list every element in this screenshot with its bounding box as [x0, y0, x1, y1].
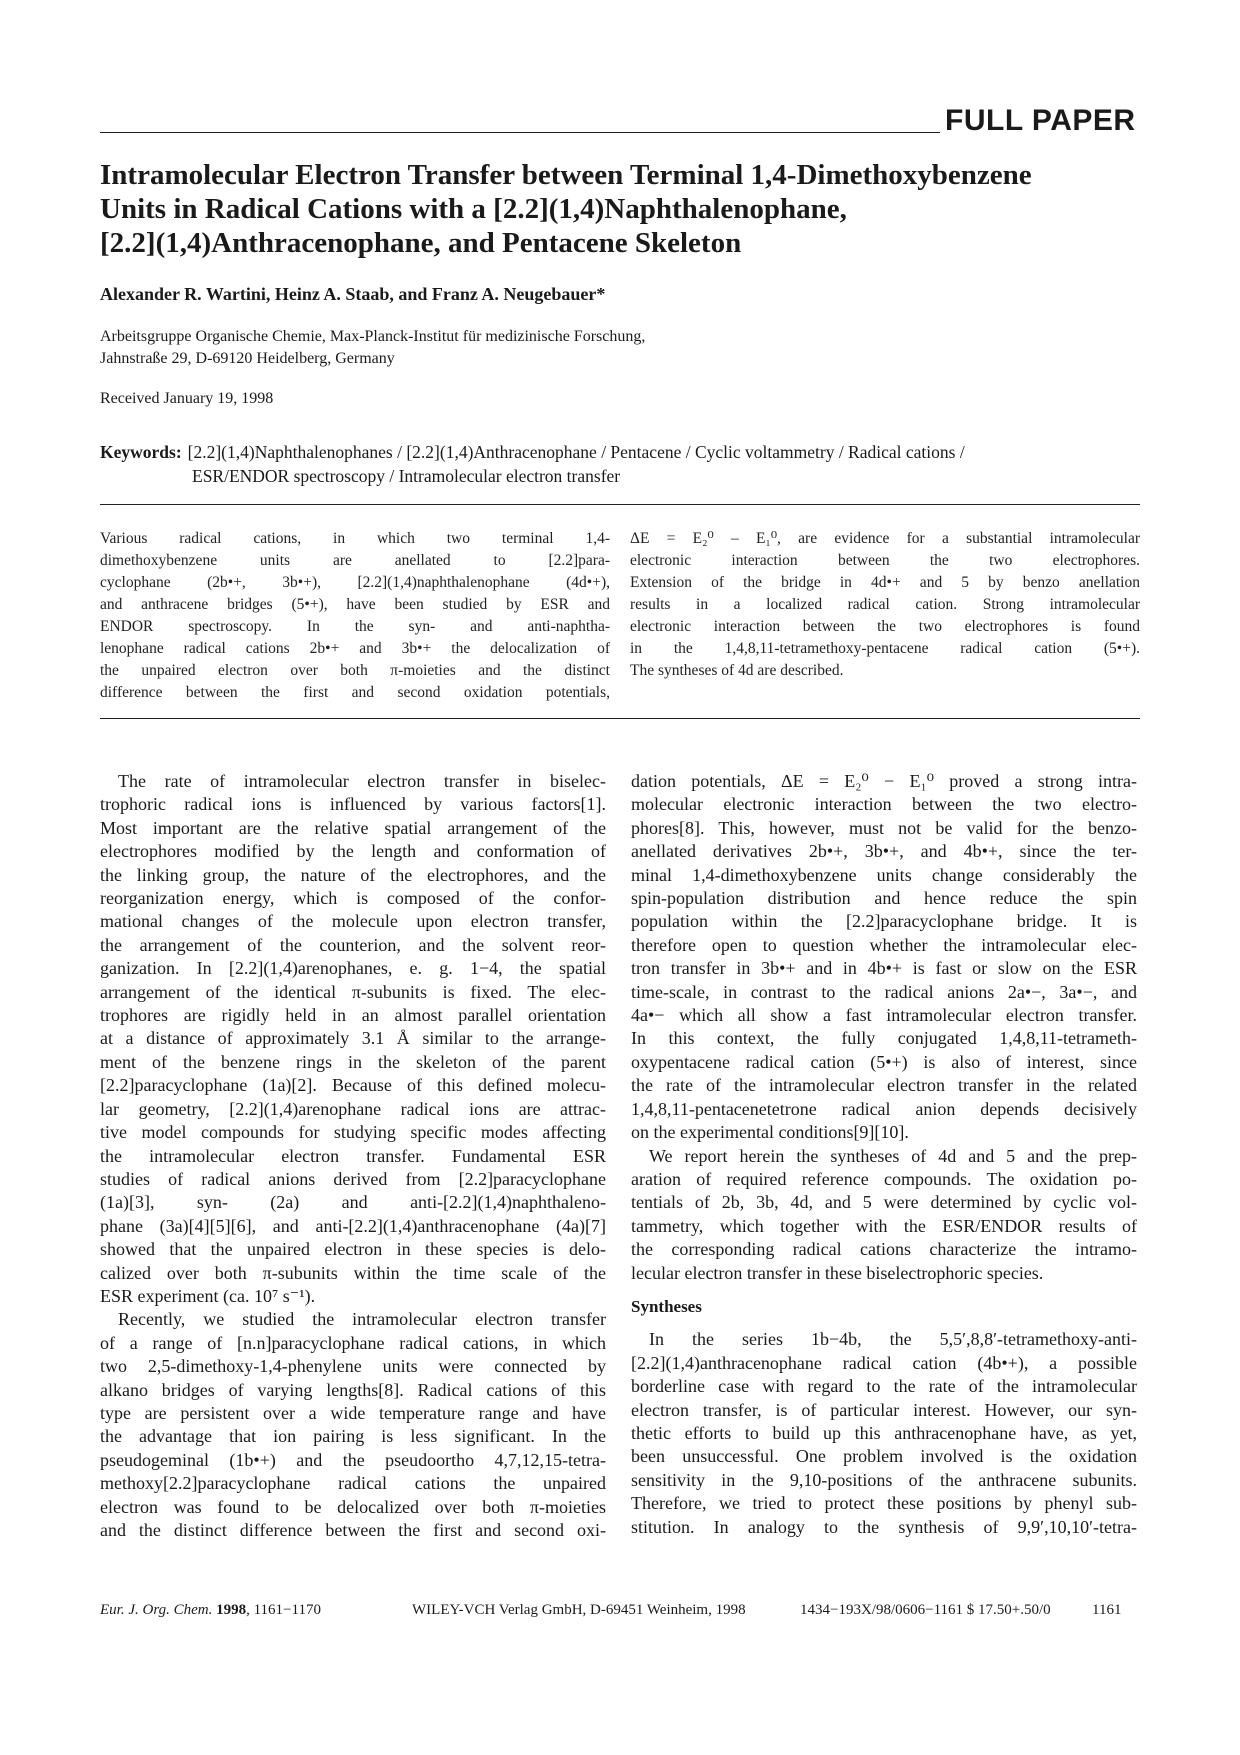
affiliation-line: Arbeitsgruppe Organische Chemie, Max-Planck-Institut für medizinische Forschung,: [100, 328, 646, 345]
journal-pages: , 1161−1170: [246, 1602, 321, 1618]
body-line: borderline case with regard to the rate of the intramolecular: [631, 1376, 1137, 1397]
abstract-line: difference between the first and second oxidation potentials,: [100, 684, 610, 701]
journal-year: 1998: [216, 1602, 247, 1618]
body-line: [2.2]paracyclophane (1a)[2]. Because of this defined molecu-: [100, 1075, 606, 1096]
rule-below-abstract: [100, 718, 1140, 719]
body-line: of a range of [n.n]paracyclophane radical cations, in which: [100, 1332, 606, 1353]
keywords-label: Keywords:: [100, 442, 182, 462]
body-line: lecular electron transfer in these biselectrophoric species.: [631, 1262, 1044, 1283]
affiliation-line: Jahnstraße 29, D-69120 Heidelberg, Germany: [100, 350, 395, 367]
body-line: population within the [2.2]paracyclophane bridge. It is: [631, 911, 1137, 932]
body-line: pseudogeminal (1b•+) and the pseudoortho 4,7,12,15-tetra-: [100, 1449, 606, 1470]
body-line: the rate of the intramolecular electron transfer in the related: [631, 1075, 1137, 1096]
body-line: trophoric radical ions is influenced by various factors[1].: [100, 794, 606, 815]
body-line: phores[8]. This, however, must not be valid for the benzo-: [631, 817, 1137, 838]
body-line: lar geometry, [2.2](1,4)arenophane radical ions are attrac-: [100, 1098, 606, 1119]
body-line: In the series 1b−4b, the 5,5′,8,8′-tetramethoxy-anti-: [649, 1329, 1137, 1350]
body-line: Recently, we studied the intramolecular electron transfer: [118, 1309, 606, 1330]
body-line: 1,4,8,11-pentacenetetrone radical anion depends decisively: [631, 1098, 1137, 1119]
body-line: molecular electronic interaction between the two electro-: [631, 794, 1137, 815]
body-line: the arrangement of the counterion, and the solvent reor-: [100, 934, 606, 955]
body-line: The rate of intramolecular electron transfer in biselec-: [118, 771, 606, 791]
abstract-line: electronic interaction between the two electrophores.: [630, 552, 1140, 569]
body-line: We report herein the syntheses of 4d and 5 and the prep-: [649, 1145, 1137, 1166]
body-line: reorganization energy, which is composed of the confor-: [100, 888, 606, 909]
body-line: electrophores modified by the length and conformation of: [100, 841, 606, 862]
body-line: oxypentacene radical cation (5•+) is also of interest, since: [631, 1051, 1137, 1072]
body-line: electron transfer, is of particular interest. However, our syn-: [631, 1399, 1137, 1420]
body-line: mational changes of the molecule upon electron transfer,: [100, 911, 606, 932]
abstract-line: in the 1,4,8,11-tetramethoxy-pentacene radical cation (5•+).: [630, 640, 1140, 657]
body-line: two 2,5-dimethoxy-1,4-phenylene units were connected by: [100, 1356, 606, 1377]
body-line: the intramolecular electron transfer. Fundamental ESR: [100, 1145, 606, 1166]
abstract-line: Extension of the bridge in 4d•+ and 5 by benzo anellation: [630, 574, 1140, 591]
abstract-line: ΔE = E₂⁰ – E₁⁰, are evidence for a substantial intramolecular: [630, 530, 1140, 547]
body-line: anellated derivatives 2b•+, 3b•+, and 4b•+, since the ter-: [631, 841, 1137, 862]
body-line: ganization. In [2.2](1,4)arenophanes, e. g. 1−4, the spatial: [100, 958, 606, 979]
abstract-line: and anthracene bridges (5•+), have been studied by ESR and: [100, 596, 610, 613]
header-rule: [100, 132, 940, 133]
abstract-line: Various radical cations, in which two terminal 1,4-: [100, 530, 610, 547]
abstract-left-column: [100, 528, 610, 704]
body-right-column: [631, 770, 1137, 1539]
body-line: stitution. In analogy to the synthesis of 9,9′,10,10′-tetra-: [631, 1516, 1137, 1537]
abstract-line: results in a localized radical cation. Strong intramolecular: [630, 596, 1140, 613]
body-line: time-scale, in contrast to the radical anions 2a•−, 3a•−, and: [631, 981, 1137, 1002]
section-label: FULL PAPER: [945, 104, 1136, 137]
abstract-right-column: [630, 528, 1140, 682]
abstract-line: ENDOR spectroscopy. In the syn- and anti-naphtha-: [100, 618, 610, 635]
body-line: been unsuccessful. One problem involved is the oxidation: [631, 1446, 1137, 1467]
body-line: alkano bridges of varying lengths[8]. Radical cations of this: [100, 1379, 606, 1400]
body-line: studies of radical anions derived from [2.2]paracyclophane: [100, 1168, 606, 1189]
body-line: Therefore, we tried to protect these positions by phenyl sub-: [631, 1493, 1137, 1514]
body-left-column: [100, 770, 606, 1542]
title-line: Units in Radical Cations with a [2.2](1,4)Naphthalenophane,: [100, 193, 847, 225]
body-line: ESR experiment (ca. 10⁷ s⁻¹).: [100, 1285, 316, 1306]
body-line: aration of required reference compounds. The oxidation po-: [631, 1168, 1137, 1189]
body-line: phane (3a)[4][5][6], and anti-[2.2](1,4)anthracenophane (4a)[7]: [100, 1215, 606, 1236]
abstract-line: lenophane radical cations 2b•+ and 3b•+ the delocalization of: [100, 640, 610, 657]
body-line: methoxy[2.2]paracyclophane radical cations the unpaired: [100, 1473, 606, 1494]
body-line: (1a)[3], syn- (2a) and anti-[2.2](1,4)naphthaleno-: [100, 1192, 606, 1213]
title-line: [2.2](1,4)Anthracenophane, and Pentacene Skeleton: [100, 227, 742, 259]
abstract-line: cyclophane (2b•+, 3b•+), [2.2](1,4)naphthalenophane (4d•+),: [100, 574, 610, 591]
body-line: the advantage that ion pairing is less significant. In the: [100, 1426, 606, 1447]
abstract-line: The syntheses of 4d are described.: [630, 662, 844, 679]
body-line: dation potentials, ΔE = E₂⁰ − E₁⁰ proved a strong intra-: [631, 771, 1137, 791]
abstract-line: the unpaired electron over both π-moieties and the distinct: [100, 662, 610, 679]
article-title: [100, 158, 1150, 260]
body-line: In this context, the fully conjugated 1,4,8,11-tetrameth-: [631, 1028, 1137, 1049]
body-line: the corresponding radical cations characterize the intramo-: [631, 1239, 1137, 1260]
abstract-line: electronic interaction between the two electrophores is found: [630, 618, 1140, 635]
keywords: [100, 440, 1150, 488]
body-line: and the distinct difference between the first and second oxi-: [100, 1520, 606, 1540]
body-line: showed that the unpaired electron in these species is delo-: [100, 1239, 606, 1260]
body-line: therefore open to question whether the intramolecular elec-: [631, 934, 1137, 955]
title-line: Intramolecular Electron Transfer between Terminal 1,4-Dimethoxybenzene: [100, 159, 1032, 191]
body-line: ment of the benzene rings in the skeleton of the parent: [100, 1051, 606, 1072]
journal-citation: [100, 1602, 321, 1619]
body-line: trophores are rigidly held in an almost parallel orientation: [100, 1005, 606, 1026]
body-line: calized over both π-subunits within the time scale of the: [100, 1262, 606, 1283]
keywords-line: ESR/ENDOR spectroscopy / Intramolecular electron transfer: [192, 466, 621, 486]
keywords-line: [2.2](1,4)Naphthalenophanes / [2.2](1,4)Anthracenophane / Pentacene / Cyclic voltammetry / Radical cations /: [187, 442, 965, 462]
body-line: tive model compounds for studying specific modes affecting: [100, 1122, 606, 1143]
body-line: spin-population distribution and hence reduce the spin: [631, 888, 1137, 909]
body-line: thetic efforts to build up this anthracenophane have, as yet,: [631, 1422, 1137, 1443]
received-date: Received January 19, 1998: [100, 390, 274, 407]
body-line: arrangement of the identical π-subunits is fixed. The elec-: [100, 981, 606, 1002]
body-line: minal 1,4-dimethoxybenzene units change considerably the: [631, 864, 1137, 885]
page-number: 1161: [1092, 1602, 1122, 1618]
publisher: WILEY-VCH Verlag GmbH, D-69451 Weinheim, 1998: [412, 1602, 746, 1618]
body-line: tammetry, which together with the ESR/ENDOR results of: [631, 1215, 1137, 1236]
journal-name: Eur. J. Org. Chem.: [100, 1602, 213, 1618]
body-line: Most important are the relative spatial arrangement of the: [100, 817, 606, 838]
body-line: 4a•− which all show a fast intramolecular electron transfer.: [631, 1005, 1137, 1026]
body-line: tron transfer in 3b•+ and in 4b•+ is fast or slow on the ESR: [631, 958, 1137, 979]
section-heading-syntheses: Syntheses: [631, 1296, 702, 1316]
article-code: 1434−193X/98/0606−1161 $ 17.50+.50/0: [800, 1602, 1051, 1618]
body-line: electron was found to be delocalized over both π-moieties: [100, 1496, 606, 1517]
rule-above-abstract: [100, 504, 1140, 505]
body-line: tentials of 2b, 3b, 4d, and 5 were determined by cyclic vol-: [631, 1192, 1137, 1213]
body-line: type are persistent over a wide temperature range and have: [100, 1402, 606, 1423]
affiliation: [100, 326, 645, 370]
authors: Alexander R. Wartini, Heinz A. Staab, and Franz A. Neugebauer*: [100, 284, 606, 304]
body-line: at a distance of approximately 3.1 Å similar to the arrange-: [100, 1028, 606, 1049]
body-line: sensitivity in the 9,10-positions of the anthracene subunits.: [631, 1469, 1137, 1490]
body-line: [2.2](1,4)anthracenophane radical cation (4b•+), a possible: [631, 1352, 1137, 1373]
body-line: on the experimental conditions[9][10].: [631, 1122, 909, 1143]
abstract-line: dimethoxybenzene units are anellated to [2.2]para-: [100, 552, 610, 569]
body-line: the linking group, the nature of the electrophores, and the: [100, 864, 606, 885]
